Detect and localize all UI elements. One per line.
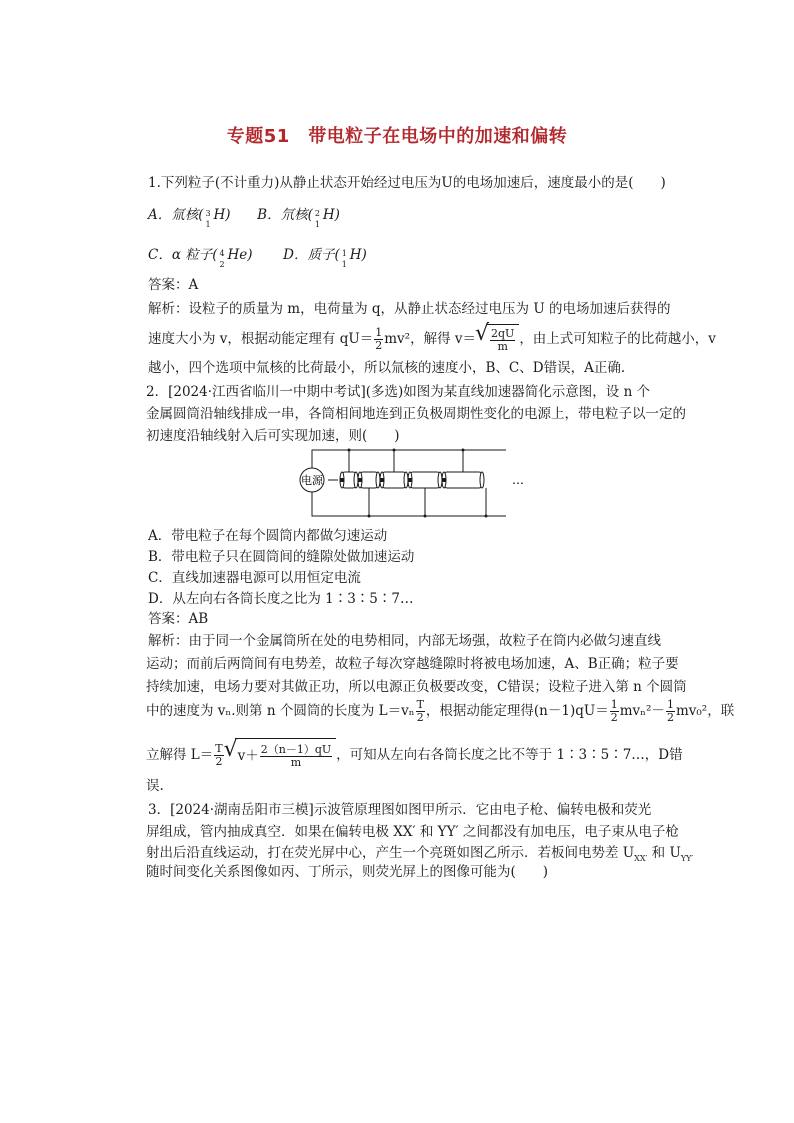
q2-analysis-line2: 运动；而前后两筒间有电势差，故粒子每次穿越缝隙时将被电场加速，A、B正确；粒子要 <box>146 656 679 672</box>
q3-stem-line3: 射出后沿直线运动，打在荧光屏中心，产生一个亮斑如图乙所示．若板间电势差 $U_{XX'}$ 和 $U_{YY'}$ <box>146 845 694 863</box>
q1-option-a: A．氚核( 3 1 H) <box>148 207 231 229</box>
q2-answer: 答案：AB <box>148 611 209 627</box>
q2-analysis-line3: 持续加速，电场力要对其做正功，所以电源正负极要改变，C错误；设粒子进入第 n 个圆筒 <box>146 679 687 695</box>
page-title: 专题51 带电粒子在电场中的加速和偏转 <box>226 126 568 147</box>
q2-analysis-line6: 误. <box>146 778 164 794</box>
cylinder-4 <box>408 472 442 488</box>
cylinder-5 <box>442 472 484 488</box>
q2-stem-line3: 初速度沿轴线射入后可实现加速，则( ) <box>146 428 400 444</box>
square-root: √ $\frac{2qU}{m}$ <box>486 324 519 355</box>
q1-options-ab <box>148 205 340 229</box>
power-source-label: 电源 <box>301 474 323 487</box>
q1-analysis-line3: 越小，四个选项中氚核的比荷最小，所以氚核的速度小，B、C、D错误，A正确. <box>148 360 626 376</box>
q1-analysis-line1: 解析：设粒子的质量为 m，电荷量为 q，从静止状态经过电压为 U 的电场加速后获得的 <box>148 301 671 317</box>
q3-stem-line4: 随时间变化关系图像如丙、丁所示，则荧光屏上的图像可能为( ) <box>146 864 549 880</box>
q1-analysis-line2: 速度大小为 v，根据动能定理有 qU＝ $\frac{1}{2}$ mv²，解得 v＝ √ $\frac{2qU}{m}$ ，由上式可知粒子的比荷越小，v <box>148 324 716 355</box>
figure-ellipsis: … <box>512 473 524 487</box>
fraction: $\frac{1}{2}$ <box>375 326 383 352</box>
cylinder-3 <box>380 472 408 488</box>
q1-options-cd <box>148 245 367 269</box>
q2-stem-line1: 2．[2024·江西省临川一中期中考试](多选)如图为某直线加速器简化示意图，设 n 个 <box>146 384 651 400</box>
q1-option-c: C．α 粒子( 4 2 He) <box>148 247 253 269</box>
q3-stem-line2: 屏组成，管内抽成真空．如果在偏转电极 XX′ 和 YY′ 之间都没有加电压，电子束从电子枪 <box>146 824 679 840</box>
q2-option-c: C．直线加速器电源可以用恒定电流 <box>148 570 361 586</box>
linear-accelerator-figure <box>290 446 530 522</box>
q2-analysis-line4: 中的速度为 vₙ.则第 n 个圆筒的长度为 L＝vₙ $\frac{T}{2}$ ，根据动能定理得(n－1)qU＝ $\frac{1}{2}$ mvₙ²－ $\frac{1}{2}$ mv₀²，联 <box>146 698 735 724</box>
q2-option-a: A．带电粒子在每个圆筒内都做匀速运动 <box>148 528 388 544</box>
q1-stem: 1.下列粒子(不计重力)从静止状态开始经过电压为U的电场加速后，速度最小的是( ) <box>148 175 666 191</box>
q2-stem-line2: 金属圆筒沿轴线排成一串，各筒相间地连到正负极周期性变化的电源上，带电粒子以一定的 <box>146 406 686 422</box>
q2-option-d: D．从左向右各筒长度之比为 1∶3∶5∶7… <box>148 591 414 607</box>
q2-option-b: B．带电粒子只在圆筒间的缝隙处做加速运动 <box>148 549 415 565</box>
q1-answer: 答案：A <box>148 277 199 293</box>
q2-analysis-line1: 解析：由于同一个金属筒所在处的电势相同，内部无场强，故粒子在筒内必做匀速直线 <box>148 633 661 649</box>
q1-option-d: D．质子( 1 1 H) <box>283 247 367 269</box>
q2-analysis-line5: 立解得 L＝ $\frac{T}{2}$ √ v＋ $\frac{2(n-1)qU}{m}$ ，可知从左向右各筒长度之比不等于 1∶3∶5∶7…，D错 <box>146 738 683 773</box>
q3-stem-line1: 3．[2024·湖南岳阳市三模]示波管原理图如图甲所示．它由电子枪、偏转电极和荧光 <box>148 802 652 818</box>
q1-option-b: B．氘核( 2 1 H) <box>257 207 340 229</box>
